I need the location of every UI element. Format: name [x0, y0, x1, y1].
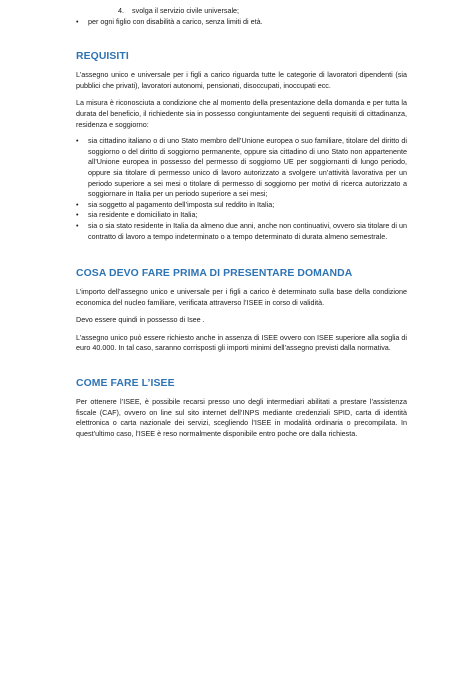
list-item [76, 136, 407, 200]
list-item-text: sia cittadino italiano o di uno Stato membro dell’Unione europea o suo familiare, titolare del diritto di soggiorno o del diritto di soggiorno permanente, oppure sia cittadino di uno Stato non appartenente all’Unione europea in possesso del permesso di soggiorno UE per soggiornanti di lungo periodo, oppure sia titolare di permesso unico di lavoro autorizzato a svolgere un’attività lavorativa per un periodo superiore a sei mesi o titolare di permesso di soggiorno per motivi di ricerca autorizzato a soggiornare in Italia per un periodo superiore a sei mesi; [88, 136, 407, 199]
cosa-devo-fare-paragraph-3: L’assegno unico può essere richiesto anche in assenza di ISEE ovvero con ISEE superiore alla soglia di euro 40.000. In tal caso, saranno corrisposti gli importi minimi dell’assegno previsti dalla normativa. [76, 332, 407, 353]
requisiti-bullet-list [76, 136, 407, 242]
list-item [76, 200, 407, 211]
list-item-text: per ogni figlio con disabilità a carico, senza limiti di età. [88, 16, 263, 26]
list-item-text: sia residente e domiciliato in Italia; [88, 210, 198, 220]
bullet-icon: • [76, 136, 79, 146]
numbered-item-number: 4. [118, 6, 124, 15]
list-item [76, 210, 407, 221]
list-item-text: sia o sia stato residente in Italia da almeno due anni, anche non continuativi, ovvero sia titolare di un contratto di lavoro a tempo indeterminato o a tempo determinato di durata almeno semestrale. [88, 220, 407, 241]
section-heading-cosa-devo-fare: COSA DEVO FARE PRIMA DI PRESENTARE DOMANDA [76, 268, 353, 280]
section-heading-come-fare-isee: COME FARE L’ISEE [76, 378, 175, 390]
list-item-text: sia soggetto al pagamento dell’imposta sul reddito in Italia; [88, 199, 275, 209]
cosa-devo-fare-paragraph-1: L’importo dell’assegno unico e universale per i figli a carico è determinato sulla base della condizione economica del nucleo familiare, verificata attraverso l’ISEE in corso di validità. [76, 287, 407, 307]
list-item [76, 221, 407, 242]
list-item [76, 17, 407, 28]
requisiti-paragraph-2: La misura è riconosciuta a condizione che al momento della presentazione della domanda e per tutta la durata del beneficio, il richiedente sia in possesso congiuntamente dei seguenti requisiti di cittadinanza, residenza e soggiorno: [76, 98, 407, 129]
bullet-icon: • [76, 199, 79, 209]
bullet-icon: • [76, 210, 79, 220]
intro-bullet-list [76, 17, 407, 28]
requisiti-paragraph-1: L’assegno unico e universale per i figli a carico riguarda tutte le categorie di lavoratori dipendenti (sia pubblici che privati), lavoratori autonomi, pensionati, disoccupati, inoccupati ecc. [76, 70, 407, 90]
numbered-item-text: svolga il servizio civile universale; [132, 6, 240, 15]
bullet-icon: • [76, 220, 79, 230]
come-fare-isee-paragraph-1: Per ottenere l’ISEE, è possibile recarsi presso uno degli intermediari abilitati a prestare l’assistenza fiscale (CAF), ovvero on line sul sito internet dell’INPS mediante credenziali SPID, carta di identità elettronica o carta nazionale dei servizi, scegliendo l’ISEE in modalità ordinaria o precompilata. In quest’ultimo caso, l’ISEE è reso normalmente disponibile entro poche ore dalla richiesta. [76, 397, 407, 438]
bullet-icon: • [76, 16, 79, 26]
numbered-item [76, 6, 407, 17]
section-heading-requisiti: REQUISITI [76, 51, 129, 63]
cosa-devo-fare-paragraph-2: Devo essere quindi in possesso di Isee . [76, 315, 205, 325]
